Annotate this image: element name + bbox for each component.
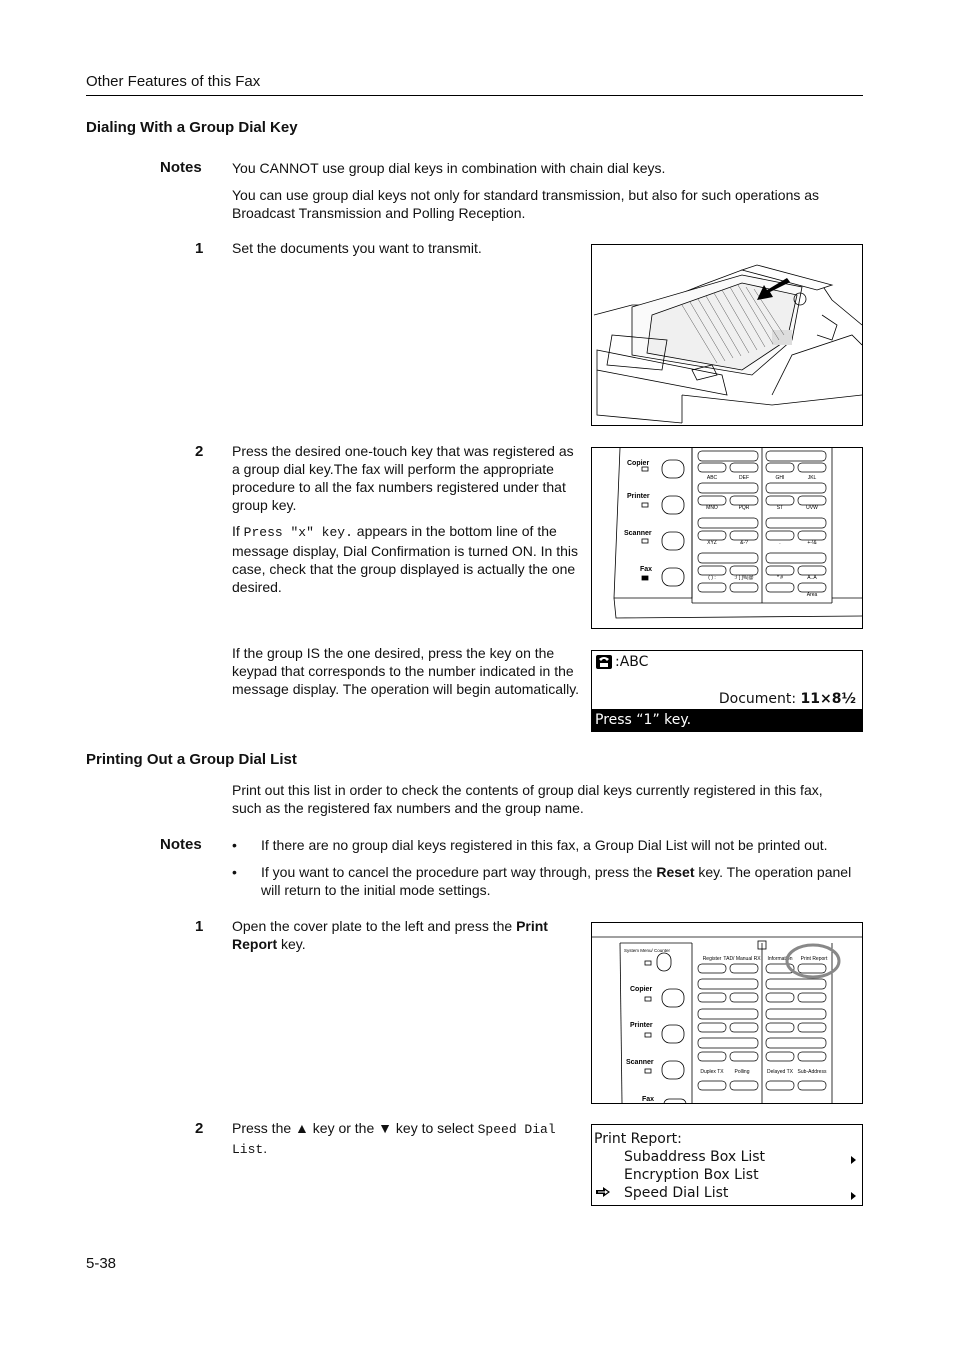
panel-key-label: Polling	[734, 1069, 750, 1075]
panel-key-label: Register	[702, 956, 722, 962]
header-rule	[86, 95, 863, 96]
panel-mode-label: Scanner	[624, 530, 652, 537]
panel-key-label: Information	[767, 956, 793, 962]
step-number: 2	[195, 443, 204, 460]
menu-title: Print Report:	[594, 1131, 682, 1147]
document-label: Document:	[718, 691, 797, 707]
svg-text:ST: ST	[776, 505, 784, 511]
svg-text::/ [ ]%|@: :/ [ ]%|@	[734, 575, 754, 581]
print-report-menu-display	[591, 1124, 863, 1206]
svg-text:XYZ: XYZ	[707, 540, 717, 546]
group-name: :ABC	[615, 654, 649, 670]
page-number: 5-38	[86, 1255, 117, 1272]
document-size: 11×8½	[800, 691, 856, 707]
operation-panel-illustration	[591, 447, 863, 629]
notes-label: Notes	[160, 159, 202, 176]
svg-text:( ) :: ( ) :	[708, 575, 716, 581]
up-arrow-icon: ▲	[295, 1120, 309, 1136]
panel-key-label: Duplex TX	[700, 1069, 724, 1075]
svg-text:&-?: &-?	[740, 540, 748, 546]
section-heading-group-dial: Dialing With a Group Dial Key	[86, 119, 298, 136]
feeder-drawing	[592, 245, 862, 425]
section-intro: Print out this list in order to check the contents of group dial keys currently registered in this fax, such as the registered fax numbers and the group name.	[232, 782, 823, 816]
svg-text:JKL: JKL	[807, 475, 817, 481]
menu-item: Encryption Box List	[624, 1167, 759, 1183]
bullet-glyph: •	[232, 864, 237, 880]
panel-mode-label: Fax	[642, 1096, 655, 1103]
panel-key-label: System Menu/ Counter	[624, 948, 671, 953]
section-heading-print-list: Printing Out a Group Dial List	[86, 751, 297, 768]
panel-mode-label: Scanner	[626, 1059, 654, 1066]
print-report-panel-illustration	[591, 922, 863, 1104]
document-feeder-illustration	[591, 244, 863, 426]
panel-key-label: Delayed TX	[766, 1069, 794, 1075]
step-text: Press the ▲ key or the ▼ key to select Speed Dial List.	[232, 1120, 556, 1157]
dial-confirmation-note: If Press "x" key. appears in the bottom line of the message display, Dial Confirmation is turned ON. In this case, check that the group displayed is actually the one desired.	[232, 523, 578, 595]
menu-item-selected: Speed Dial List	[624, 1185, 729, 1201]
notes-label: Notes	[160, 836, 202, 853]
svg-text:* #: * #	[776, 575, 784, 581]
svg-text:Area: Area	[806, 592, 818, 598]
message-display	[591, 650, 863, 732]
lcd-prompt-line: Press “1” key.	[592, 709, 862, 731]
step-text: Press the desired one-touch key that was registered as a group dial key.The fax will perform the appropriate procedure to all the fax numbers registered under that group key.	[232, 443, 574, 513]
note-text: You can use group dial keys not only for standard transmission, but also for such operations as Broadcast Transmission and Polling Reception.	[232, 187, 820, 221]
note-bullet: If you want to cancel the procedure part way through, press the Reset key. The operation panel will return to the initial mode settings.	[261, 864, 852, 898]
menu-item: Subaddress Box List	[624, 1149, 766, 1165]
print-report-key-label: Print Report	[800, 956, 828, 962]
svg-text:A..A: A..A	[807, 575, 817, 581]
panel-mode-label: Fax	[640, 566, 653, 573]
note-text: You CANNOT use group dial keys in combination with chain dial keys.	[232, 160, 666, 176]
svg-text:.: .	[779, 540, 781, 546]
bullet-glyph: •	[232, 837, 237, 853]
step-text: Open the cover plate to the left and press the Print Report key.	[232, 918, 548, 952]
fax-icon	[595, 654, 613, 670]
message-code: Press "x" key.	[243, 525, 353, 540]
selection-arrow-icon	[595, 1186, 611, 1198]
panel-mode-label: Printer	[627, 493, 650, 500]
running-header: Other Features of this Fax	[86, 73, 261, 90]
down-arrow-icon: ▼	[378, 1120, 393, 1136]
svg-text:MNO: MNO	[706, 505, 718, 511]
step-number: 1	[195, 240, 204, 257]
step-text: Set the documents you want to transmit.	[232, 240, 482, 256]
step-number: 1	[195, 918, 204, 935]
step-text: If the group IS the one desired, press the key on the keypad that corresponds to the number indicated in the message display. The operation will begin automatically.	[232, 645, 580, 697]
svg-text:UVW: UVW	[806, 505, 818, 511]
menu-item-code: Speed Dial List	[232, 1122, 556, 1157]
svg-text:DEF: DEF	[739, 475, 749, 481]
svg-text:ABC: ABC	[706, 475, 718, 481]
submenu-arrow-icon	[851, 1156, 856, 1164]
svg-text:GHI: GHI	[775, 475, 785, 481]
panel-mode-label: Printer	[630, 1022, 653, 1029]
submenu-arrow-icon	[851, 1192, 856, 1200]
svg-text:+-!&: +-!&	[807, 540, 817, 546]
panel-key-label: TAD/ Manual RX	[723, 956, 761, 962]
panel-mode-label: Copier	[627, 460, 650, 467]
panel-key-label: Sub-Address	[797, 1069, 827, 1075]
svg-text:PQR: PQR	[738, 505, 750, 511]
step-number: 2	[195, 1120, 204, 1137]
panel-mode-label: Copier	[630, 986, 653, 993]
note-bullet: If there are no group dial keys registered in this fax, a Group Dial List will not be printed out.	[261, 837, 828, 853]
